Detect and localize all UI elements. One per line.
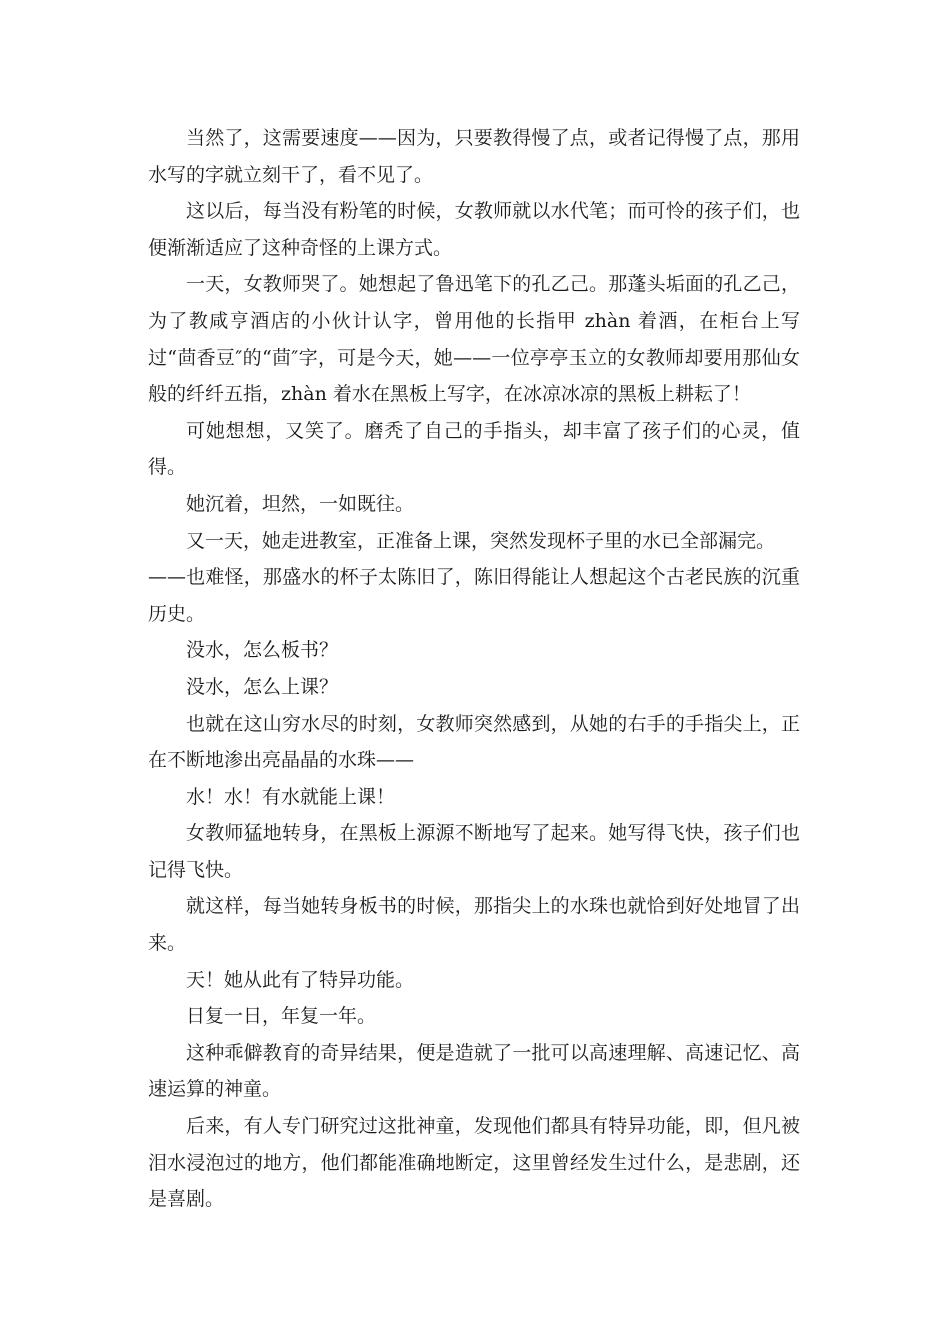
paragraph: 也就在这山穷水尽的时刻，女教师突然感到，从她的右手的手指尖上，正在不断地渗出亮晶晶的水珠—— [148, 712, 800, 772]
paragraph: 没水，怎么板书？ [186, 639, 339, 662]
document-body [148, 120, 800, 1218]
paragraph: 当然了，这需要速度——因为，只要教得慢了点，或者记得慢了点，那用水写的字就立刻干了，看不见了。 [148, 127, 800, 186]
paragraph: ——也难怪，那盛水的杯子太陈旧了，陈旧得能让人想起这个古老民族的沉重历史。 [148, 566, 800, 625]
paragraph: 后来，有人专门研究过这批神童，发现他们都具有特异功能，即，但凡被泪水浸泡过的地方，他们都能准确地断定，这里曾经发生过什么，是悲剧，还是喜剧。 [148, 1115, 800, 1211]
paragraph: 日复一日，年复一年。 [186, 1005, 377, 1028]
paragraph: 没水，怎么上课？ [186, 675, 339, 698]
paragraph: 天！她从此有了特异功能。 [186, 968, 415, 991]
paragraph: 这种乖僻教育的奇异结果，便是造就了一批可以高速理解、高速记忆、高速运算的神童。 [148, 1041, 800, 1101]
paragraph: 一天，女教师哭了。她想起了鲁迅笔下的孔乙己。那蓬头垢面的孔乙己，为了教咸亨酒店的小伙计认字，曾用他的长指甲 zhàn 着酒，在柜台上写过“茴香豆″的“茴″字，可是今天，她——一位亭亭玉立的女教师却要用那仙女般的纤纤五指，zhàn 着水在黑板上写字，在冰凉冰凉的黑板上耕耘了！ [148, 273, 800, 406]
paragraph: 水！水！有水就能上课！ [186, 785, 396, 808]
paragraph: 这以后，每当没有粉笔的时候，女教师就以水代笔；而可怜的孩子们，也便渐渐适应了这种奇怪的上课方式。 [148, 200, 800, 259]
paragraph: 可她想想，又笑了。磨秃了自己的手指头，却丰富了孩子们的心灵，值得。 [148, 419, 800, 479]
paragraph: 女教师猛地转身，在黑板上源源不断地写了起来。她写得飞快，孩子们也记得飞快。 [148, 822, 800, 881]
paragraph: 又一天，她走进教室，正准备上课，突然发现杯子里的水已全部漏完。 [186, 529, 776, 552]
paragraph: 就这样，每当她转身板书的时候，那指尖上的水珠也就恰到好处地冒了出来。 [148, 895, 800, 955]
paragraph: 她沉着，坦然，一如既往。 [186, 492, 415, 515]
